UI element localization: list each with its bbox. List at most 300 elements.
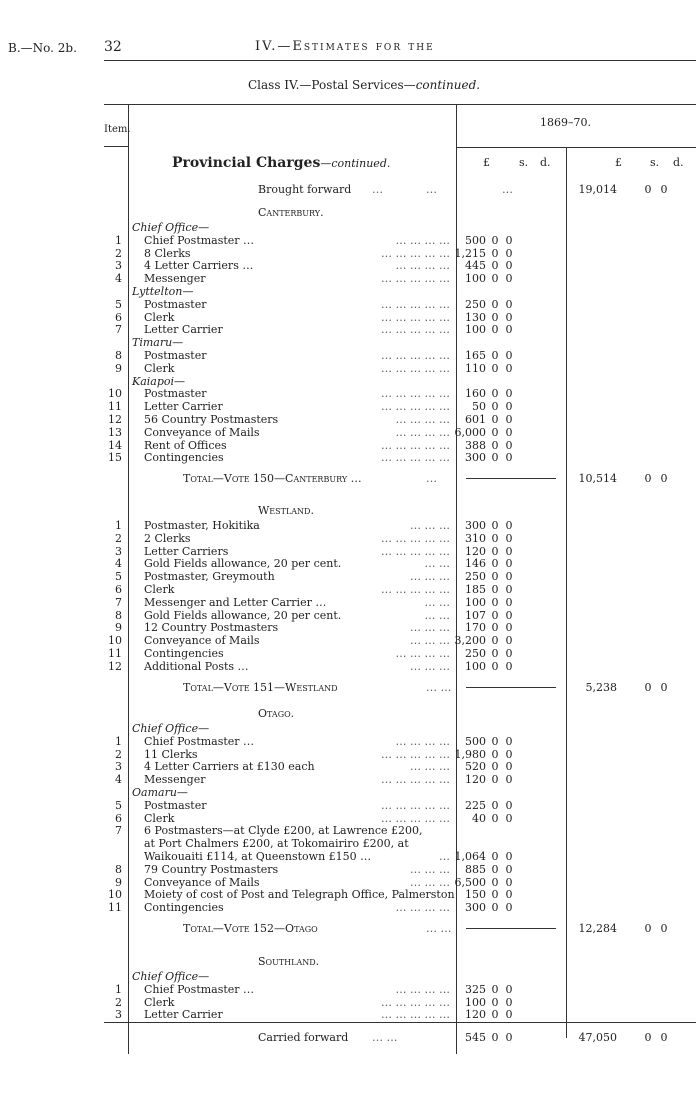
- leader-dots: … … … … …: [381, 1008, 450, 1022]
- item-number: 8: [115, 862, 122, 876]
- amount-shillings: 0: [491, 557, 499, 571]
- item-header-rule: [104, 146, 128, 147]
- amount-shillings: 0: [491, 850, 499, 863]
- amount-pounds: 120: [465, 773, 486, 787]
- leader-dots: … … … … …: [381, 246, 450, 260]
- amount-shillings: 0: [491, 570, 499, 584]
- item-number: 1: [115, 982, 122, 996]
- amount-pence: 0: [505, 349, 513, 362]
- estimate-row: [0, 272, 700, 285]
- amount-pence: 0: [505, 888, 513, 902]
- amount-shillings: 0: [491, 310, 499, 324]
- amount-shillings: 0: [491, 760, 499, 774]
- amount-pounds: 500: [465, 233, 486, 247]
- leader-dots: … … … … …: [381, 349, 450, 362]
- office-subheading: [0, 970, 700, 983]
- amount-pence: 0: [505, 734, 513, 748]
- estimate-row: [0, 1008, 700, 1021]
- carried-forward-rule: [104, 1022, 696, 1023]
- class-title: Class IV.—Postal Services—continued.: [248, 78, 481, 92]
- office-name: Lyttelton—: [132, 285, 194, 298]
- amount-pence: 0: [505, 400, 513, 414]
- estimate-row: [0, 298, 700, 311]
- amount-pounds: 185: [465, 583, 486, 596]
- estimate-row: [0, 439, 700, 452]
- amount-pounds: 146: [465, 557, 486, 571]
- item-description: Letter Carrier: [144, 400, 223, 414]
- amount-pence: 0: [505, 438, 513, 452]
- estimate-row: [0, 824, 700, 837]
- item-number: 12: [108, 659, 122, 673]
- leader-dots: …: [439, 850, 450, 863]
- estimate-row: [0, 837, 700, 850]
- leader-dots: … … … … …: [381, 451, 450, 465]
- amount-pence: 0: [505, 811, 513, 825]
- item-description: 8 Clerks: [144, 246, 191, 260]
- amount-shillings: 0: [491, 246, 499, 260]
- amount-pence: 0: [505, 387, 513, 401]
- leader-dots: … …: [426, 680, 452, 694]
- section-heading: Canterbury.: [258, 206, 324, 219]
- item-number: 4: [115, 272, 122, 286]
- leader-dots: … … … … …: [381, 747, 450, 761]
- amount-shillings: 0: [491, 259, 499, 273]
- amount-shillings: 0: [491, 811, 499, 825]
- amount-shillings: 0: [491, 608, 499, 622]
- estimate-row: [0, 234, 700, 247]
- estimate-row: [0, 634, 700, 647]
- leader-dots: … …: [424, 608, 450, 622]
- item-number: 5: [115, 297, 122, 311]
- amount-shillings: 0: [491, 349, 499, 362]
- item-description: Contingencies: [144, 451, 224, 465]
- amount-pounds: 300: [465, 901, 486, 915]
- amount-shillings: 0: [491, 901, 499, 915]
- amount-pounds: 150: [465, 888, 486, 902]
- item-description: 12 Country Postmasters: [144, 621, 279, 635]
- leader-dots: … … …: [410, 875, 450, 889]
- amount-pounds: 300: [465, 519, 486, 532]
- item-description: Conveyance of Mails: [144, 875, 260, 889]
- amount-shillings: 0: [491, 875, 499, 889]
- amount-pence: 0: [505, 875, 513, 889]
- amount-pence: 0: [505, 621, 513, 635]
- amount-pence: 0: [505, 595, 513, 609]
- amount-pounds: 107: [465, 608, 486, 622]
- amount-pence: 0: [505, 982, 513, 996]
- estimate-row: [0, 748, 700, 761]
- leader-dots: … … … … …: [381, 310, 450, 324]
- amount-pounds: 1,215: [454, 246, 486, 260]
- table-top-rule: [104, 104, 696, 105]
- item-description: Letter Carrier: [144, 1008, 223, 1022]
- amount-pounds: 170: [465, 621, 486, 635]
- section-title: Provincial Charges—continued.: [172, 155, 391, 171]
- estimate-row: [0, 545, 700, 558]
- estimate-row: [0, 983, 700, 996]
- amount-shillings: 0: [491, 747, 499, 761]
- item-number: 9: [115, 621, 122, 635]
- amount-pence: 0: [505, 850, 513, 863]
- amount-pence: 0: [505, 413, 513, 426]
- leader-dots: … … …: [410, 634, 450, 648]
- total-pence: 0: [660, 680, 668, 694]
- estimate-row: [0, 451, 700, 464]
- item-column-header: Item.: [104, 124, 131, 135]
- total-shillings: 0: [644, 472, 652, 486]
- section-heading: Westland.: [258, 504, 314, 517]
- item-number: 7: [115, 595, 122, 609]
- section-heading: Otago.: [258, 707, 295, 720]
- amount-pounds: 160: [465, 387, 486, 401]
- pounds-header-1: £: [483, 156, 490, 169]
- item-description: Contingencies: [144, 901, 224, 915]
- item-number: 2: [115, 531, 122, 545]
- estimate-row: [0, 259, 700, 272]
- item-number: 4: [115, 773, 122, 787]
- office-name: Chief Office—: [132, 970, 210, 983]
- estimate-row: [0, 362, 700, 375]
- amount-pence: 0: [505, 798, 513, 812]
- estimate-row: [0, 596, 700, 609]
- office-name: Timaru—: [132, 336, 184, 350]
- estimate-row: [0, 812, 700, 825]
- item-number: 11: [108, 400, 122, 414]
- item-description: 2 Clerks: [144, 531, 191, 545]
- estimate-row: [0, 799, 700, 812]
- amount-pence: 0: [505, 425, 513, 439]
- amount-pounds: 165: [465, 349, 486, 362]
- leader-dots: … … …: [410, 570, 450, 584]
- item-number: 6: [115, 811, 122, 825]
- brought-forward-row: Brought forward … … … 19,014 0 0: [258, 183, 668, 196]
- item-description: Messenger: [144, 272, 206, 286]
- leader-dots: … … … … …: [381, 297, 450, 311]
- total-shillings: 0: [644, 922, 652, 935]
- amount-pounds: 3,200: [454, 634, 486, 648]
- item-description: 4 Letter Carriers …: [144, 259, 254, 273]
- amount-shillings: 0: [491, 400, 499, 414]
- item-description: Gold Fields allowance, 20 per cent.: [144, 557, 342, 571]
- amount-pounds: 310: [465, 531, 486, 545]
- estimate-row: [0, 583, 700, 596]
- item-number: 13: [108, 425, 122, 439]
- item-description: Postmaster, Greymouth: [144, 570, 275, 584]
- amount-shillings: 0: [491, 995, 499, 1009]
- amount-shillings: 0: [491, 798, 499, 812]
- pounds-header-2: £: [615, 156, 622, 169]
- office-subheading: [0, 336, 700, 349]
- item-number: 1: [115, 519, 122, 532]
- amount-shillings: 0: [491, 297, 499, 311]
- leader-dots: … … … … …: [381, 773, 450, 787]
- item-description: Messenger and Letter Carrier …: [144, 595, 327, 609]
- amount-pence: 0: [505, 297, 513, 311]
- year-header: 1869–70.: [540, 116, 591, 129]
- item-description: Postmaster, Hokitika: [144, 519, 260, 532]
- estimate-row: [0, 532, 700, 545]
- amount-shillings: 0: [491, 862, 499, 876]
- item-description: Chief Postmaster …: [144, 233, 255, 247]
- amount-pence: 0: [505, 634, 513, 648]
- estimate-row: [0, 311, 700, 324]
- amount-pounds: 50: [472, 400, 486, 414]
- amount-pence: 0: [505, 361, 513, 375]
- leader-dots: … … … … …: [381, 544, 450, 558]
- amount-pence: 0: [505, 747, 513, 761]
- header-rule: [104, 60, 696, 61]
- estimate-row: [0, 863, 700, 876]
- amount-pounds: 1,064: [454, 850, 486, 863]
- amount-pounds: 100: [465, 659, 486, 673]
- item-description: Moiety of cost of Post and Telegraph Office, Palmerston: [144, 888, 455, 902]
- amount-shillings: 0: [491, 531, 499, 545]
- amount-pence: 0: [505, 773, 513, 787]
- item-number: 10: [108, 888, 122, 902]
- estimate-row: [0, 901, 700, 914]
- amount-pounds: 885: [465, 862, 486, 876]
- amount-shillings: 0: [491, 413, 499, 426]
- item-number: 2: [115, 747, 122, 761]
- shillings-header-2: s.: [650, 156, 660, 169]
- amount-pence: 0: [505, 233, 513, 247]
- item-description: Postmaster: [144, 297, 207, 311]
- amount-pence: 0: [505, 995, 513, 1009]
- amount-pounds: 225: [465, 798, 486, 812]
- item-number: 5: [115, 570, 122, 584]
- amount-pounds: 120: [465, 1008, 486, 1022]
- leader-dots: … … … … …: [381, 531, 450, 545]
- vote-total-label: Total—Vote 151—Westland: [183, 680, 338, 694]
- amount-pounds: 6,500: [454, 875, 486, 889]
- item-description: 11 Clerks: [144, 747, 198, 761]
- amount-pence: 0: [505, 760, 513, 774]
- item-number: 12: [108, 413, 122, 426]
- item-description: Additional Posts …: [144, 659, 249, 673]
- amount-shillings: 0: [491, 595, 499, 609]
- amount-pence: 0: [505, 1008, 513, 1022]
- office-subheading: [0, 285, 700, 298]
- amount-pounds: 601: [465, 413, 486, 426]
- amount-pounds: 100: [465, 272, 486, 286]
- amount-pence: 0: [505, 608, 513, 622]
- amount-pence: 0: [505, 557, 513, 571]
- amount-pounds: 250: [465, 570, 486, 584]
- item-number: 1: [115, 734, 122, 748]
- amount-shillings: 0: [491, 634, 499, 648]
- amount-pence: 0: [505, 259, 513, 273]
- item-description: 4 Letter Carriers at £130 each: [144, 760, 315, 774]
- item-description: 79 Country Postmasters: [144, 862, 279, 876]
- amount-pounds: 100: [465, 595, 486, 609]
- item-description: Postmaster: [144, 798, 207, 812]
- item-number: 6: [115, 583, 122, 596]
- estimate-row: [0, 609, 700, 622]
- leader-dots: … … … … …: [381, 583, 450, 596]
- amount-pence: 0: [505, 862, 513, 876]
- amount-pounds: 120: [465, 544, 486, 558]
- total-pounds: 12,284: [578, 922, 617, 935]
- item-number: 8: [115, 608, 122, 622]
- vote-total-label: Total—Vote 150—Canterbury …: [183, 472, 362, 486]
- amount-pounds: 325: [465, 982, 486, 996]
- amount-shillings: 0: [491, 387, 499, 401]
- amount-shillings: 0: [491, 1008, 499, 1022]
- leader-dots: … … … …: [395, 901, 450, 915]
- amount-pence: 0: [505, 659, 513, 673]
- leader-dots: … … … … …: [381, 798, 450, 812]
- amount-pounds: 100: [465, 323, 486, 337]
- office-subheading: [0, 722, 700, 735]
- item-description: Waikouaiti £114, at Queenstown £150 …: [144, 850, 372, 863]
- leader-dots: … … … … …: [381, 438, 450, 452]
- subtotal-rule: [466, 928, 556, 929]
- office-subheading: [0, 375, 700, 388]
- amount-pence: 0: [505, 272, 513, 286]
- amount-shillings: 0: [491, 621, 499, 635]
- office-name: Chief Office—: [132, 722, 210, 735]
- estimate-row: [0, 400, 700, 413]
- estimate-row: [0, 660, 700, 673]
- estimate-row: [0, 557, 700, 570]
- item-number: 2: [115, 246, 122, 260]
- item-number: 7: [115, 824, 122, 838]
- amount-pence: 0: [505, 570, 513, 584]
- vote-total-row: [0, 922, 700, 935]
- item-description: Clerk: [144, 361, 175, 375]
- item-number: 9: [115, 361, 122, 375]
- item-number: 8: [115, 349, 122, 362]
- amount-shillings: 0: [491, 544, 499, 558]
- subtotal-rule: [466, 478, 556, 479]
- item-description: Chief Postmaster …: [144, 982, 255, 996]
- item-number: 6: [115, 310, 122, 324]
- carried-forward-row: Carried forward … … 545 0 0 47,050 0 0: [258, 1031, 668, 1044]
- amount-shillings: 0: [491, 888, 499, 902]
- estimate-row: [0, 519, 700, 532]
- amount-shillings: 0: [491, 233, 499, 247]
- amount-shillings: 0: [491, 425, 499, 439]
- paper-reference: B.—No. 2b.: [8, 41, 77, 55]
- amount-pence: 0: [505, 531, 513, 545]
- total-shillings: 0: [644, 680, 652, 694]
- item-description: Clerk: [144, 310, 175, 324]
- item-description: Rent of Offices: [144, 438, 227, 452]
- amount-pounds: 6,000: [454, 425, 486, 439]
- total-pence: 0: [660, 472, 668, 486]
- estimate-row: [0, 850, 700, 863]
- item-description: Postmaster: [144, 387, 207, 401]
- item-number: 10: [108, 387, 122, 401]
- amount-pence: 0: [505, 647, 513, 660]
- amount-pounds: 250: [465, 297, 486, 311]
- item-description: Clerk: [144, 811, 175, 825]
- amount-pence: 0: [505, 901, 513, 915]
- item-description: 56 Country Postmasters: [144, 413, 279, 426]
- amount-pounds: 388: [465, 438, 486, 452]
- item-number: 3: [115, 760, 122, 774]
- leader-dots: … … … … …: [381, 272, 450, 286]
- item-description: Contingencies: [144, 647, 224, 660]
- amount-shillings: 0: [491, 438, 499, 452]
- amount-shillings: 0: [491, 734, 499, 748]
- amount-pounds: 110: [465, 361, 486, 375]
- amount-pounds: 250: [465, 647, 486, 660]
- item-number: 3: [115, 544, 122, 558]
- estimate-row: [0, 996, 700, 1009]
- amount-pence: 0: [505, 246, 513, 260]
- item-description: Conveyance of Mails: [144, 425, 260, 439]
- leader-dots: … … … … …: [381, 361, 450, 375]
- amount-pounds: 445: [465, 259, 486, 273]
- leader-dots: … … … …: [395, 413, 450, 426]
- amount-shillings: 0: [491, 773, 499, 787]
- estimate-row: [0, 323, 700, 336]
- year-header-rule: [456, 147, 696, 148]
- amount-pounds: 300: [465, 451, 486, 465]
- leader-dots: … … … … …: [381, 323, 450, 337]
- leader-dots: … … … …: [395, 425, 450, 439]
- item-description: Clerk: [144, 995, 175, 1009]
- amount-shillings: 0: [491, 659, 499, 673]
- item-description: Postmaster: [144, 349, 207, 362]
- amount-pence: 0: [505, 323, 513, 337]
- leader-dots: … … … …: [395, 734, 450, 748]
- leader-dots: … …: [424, 557, 450, 571]
- leader-dots: …: [426, 472, 437, 486]
- item-number: 15: [108, 451, 122, 465]
- item-number: 7: [115, 323, 122, 337]
- amount-pounds: 520: [465, 760, 486, 774]
- leader-dots: … … … …: [395, 259, 450, 273]
- leader-dots: … … …: [410, 659, 450, 673]
- estimate-row: [0, 735, 700, 748]
- item-number: 10: [108, 634, 122, 648]
- estimate-row: [0, 413, 700, 426]
- leader-dots: … … … … …: [381, 400, 450, 414]
- estimate-row: [0, 387, 700, 400]
- estimate-row: [0, 888, 700, 901]
- section-heading: Southland.: [258, 955, 320, 968]
- page-number: 32: [104, 39, 122, 55]
- amount-pounds: 130: [465, 310, 486, 324]
- amount-shillings: 0: [491, 982, 499, 996]
- amount-shillings: 0: [491, 361, 499, 375]
- shillings-header-1: s.: [519, 156, 529, 169]
- item-number: 14: [108, 438, 122, 452]
- item-number: 9: [115, 875, 122, 889]
- leader-dots: … … …: [410, 862, 450, 876]
- office-subheading: [0, 221, 700, 234]
- amount-pounds: 1,980: [454, 747, 486, 761]
- item-description: Gold Fields allowance, 20 per cent.: [144, 608, 342, 622]
- estimate-row: [0, 426, 700, 439]
- total-pounds: 10,514: [578, 472, 617, 486]
- amount-pounds: 100: [465, 995, 486, 1009]
- item-description: Chief Postmaster …: [144, 734, 255, 748]
- item-description: 6 Postmasters—at Clyde £200, at Lawrence £200,: [144, 824, 423, 838]
- amount-pence: 0: [505, 310, 513, 324]
- amount-shillings: 0: [491, 519, 499, 532]
- office-name: Chief Office—: [132, 221, 210, 234]
- leader-dots: … … … … …: [381, 995, 450, 1009]
- leader-dots: … …: [424, 595, 450, 609]
- estimate-row: [0, 621, 700, 634]
- amount-shillings: 0: [491, 583, 499, 596]
- item-description: Messenger: [144, 773, 206, 787]
- amount-pence: 0: [505, 519, 513, 532]
- leader-dots: … … … …: [395, 647, 450, 660]
